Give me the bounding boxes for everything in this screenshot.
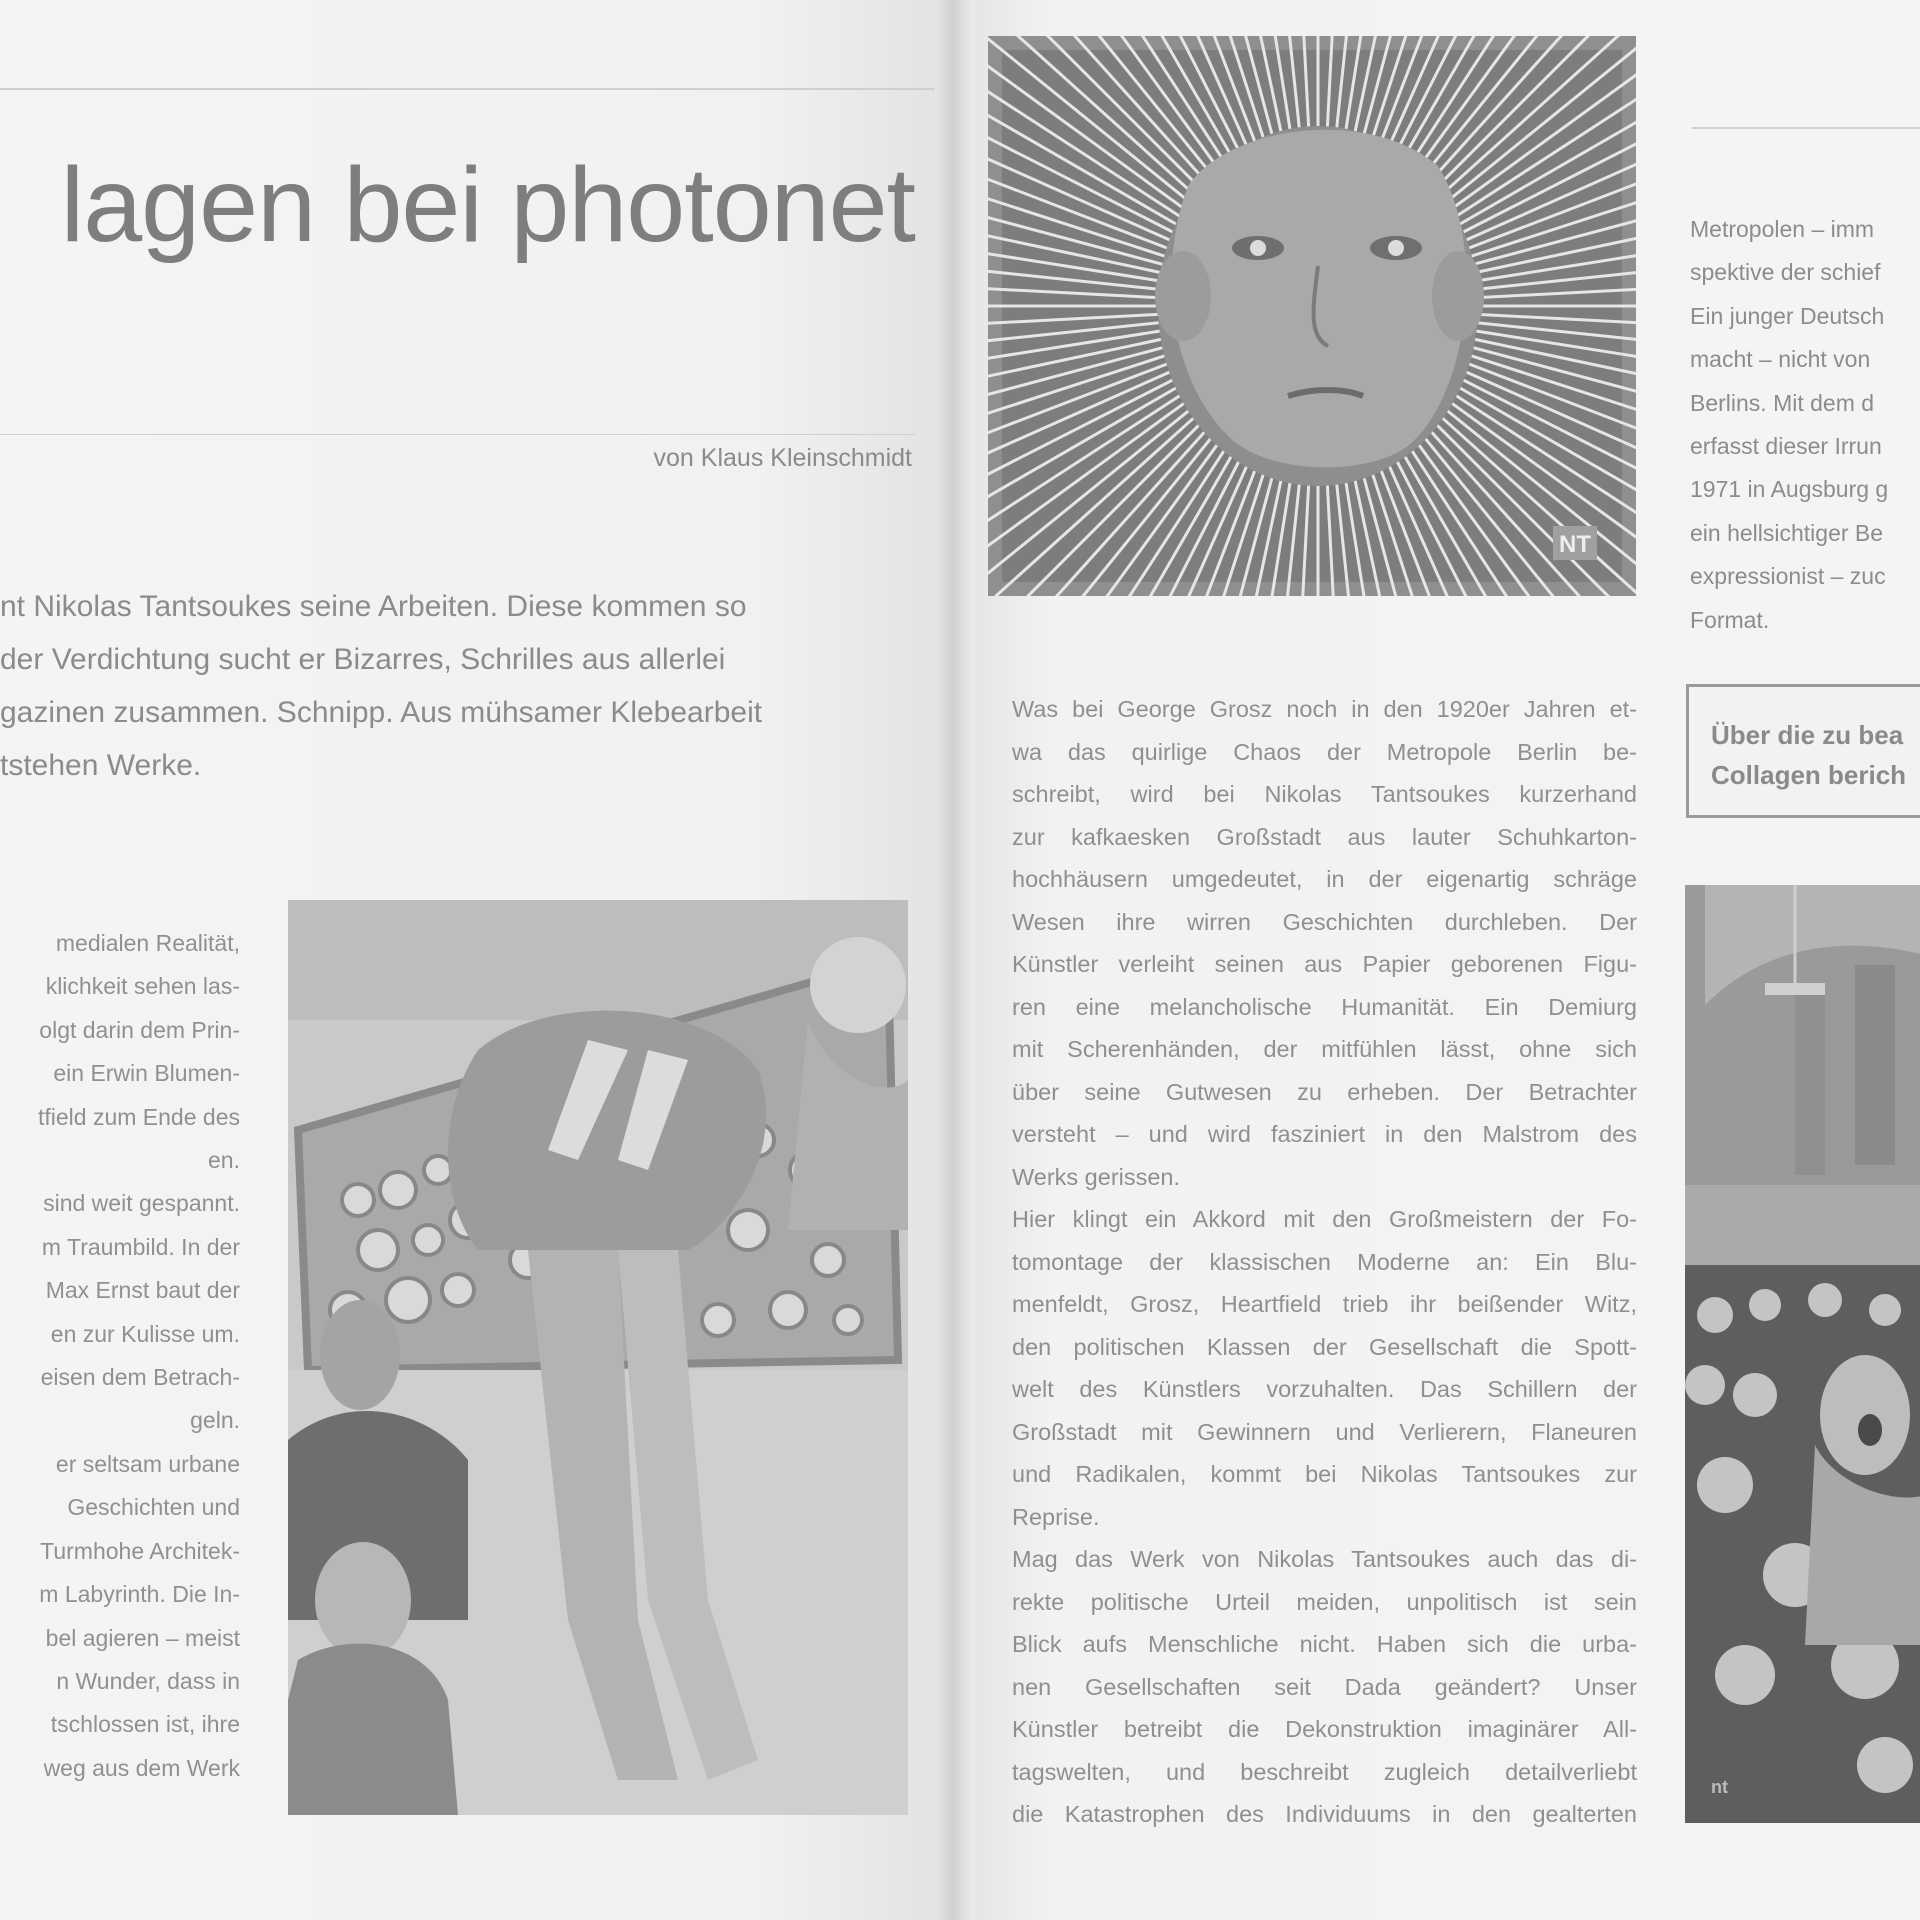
- lead-line: tstehen Werke.: [0, 749, 202, 782]
- right-body-column: [1690, 208, 1920, 642]
- byline: von Klaus Kleinschmidt: [653, 444, 912, 472]
- body-line: tschlossen ist, ihre: [50, 1711, 240, 1738]
- body-line: schreibt, wird bei Nikolas Tantsoukes kurzerhand: [1012, 781, 1637, 807]
- body-line: er seltsam urbane: [55, 1450, 240, 1477]
- body-line: rekte politische Urteil meiden, unpolitisch ist sein: [1012, 1588, 1637, 1615]
- body-line: Blick aufs Menschliche nicht. Haben sich die urba-: [1012, 1631, 1637, 1657]
- lead-line: nt Nikolas Tantsoukes seine Arbeiten. Diese kommen so: [0, 590, 747, 623]
- collage-photo-crowd: [1685, 885, 1920, 1823]
- body-line: 1971 in Augsburg g: [1690, 476, 1889, 503]
- body-line: den politischen Klassen der Gesellschaft die Spott-: [1012, 1333, 1637, 1360]
- lead-line: der Verdichtung sucht er Bizarres, Schrilles aus allerlei: [0, 643, 726, 676]
- body-line: Berlins. Mit dem d: [1690, 389, 1875, 416]
- body-line: Hier klingt ein Akkord mit den Großmeistern der Fo-: [1012, 1206, 1637, 1232]
- body-line: Reprise.: [1012, 1503, 1100, 1530]
- body-line: die Katastrophen des Individuums in den gealterten: [1012, 1801, 1637, 1827]
- body-line: eisen dem Betrach-: [40, 1364, 240, 1391]
- body-line: weg aus dem Werk: [43, 1754, 240, 1781]
- body-line: Mag das Werk von Nikolas Tantsoukes auch das di-: [1012, 1546, 1637, 1572]
- body-line: spektive der schief: [1690, 259, 1881, 286]
- collage-photo-gallery: [288, 900, 908, 1815]
- body-line: geln.: [190, 1407, 240, 1434]
- body-line: Format.: [1690, 606, 1770, 633]
- body-line: Metropolen – imm: [1690, 216, 1875, 242]
- right-top-rule: [1692, 127, 1920, 129]
- body-line: Geschichten und: [67, 1494, 240, 1521]
- collage-gallery-illustration: [288, 900, 908, 1815]
- body-line: menfeldt, Grosz, Heartfield trieb ihr beißender Witz,: [1012, 1291, 1637, 1317]
- monogram-nt: NT: [1559, 531, 1591, 558]
- body-line: erfasst dieser Irrun: [1690, 433, 1882, 460]
- body-line: en zur Kulisse um.: [50, 1320, 240, 1347]
- body-line: hochhäusern umgedeutet, in der eigenartig schräge: [1012, 866, 1637, 892]
- lead-line: gazinen zusammen. Schnipp. Aus mühsamer Klebearbeit: [0, 696, 763, 729]
- body-line: Wesen ihre wirren Geschichten durchleben. Der: [1012, 908, 1637, 935]
- body-line: Großstadt mit Gewinnern und Verlierern, Flaneuren: [1012, 1418, 1637, 1445]
- body-line: mit Scherenhänden, der mitfühlen lässt, ohne sich: [1012, 1036, 1637, 1062]
- body-line: wa das quirlige Chaos der Metropole Berlin be-: [1012, 738, 1637, 765]
- collage-photo-face: [988, 36, 1636, 596]
- body-line: ren eine melancholische Humanität. Ein Demiurg: [1012, 993, 1637, 1020]
- body-line: und Radikalen, kommt bei Nikolas Tantsoukes zur: [1012, 1461, 1637, 1487]
- body-line: Max Ernst baut der: [45, 1277, 240, 1304]
- body-line: Was bei George Grosz noch in den 1920er Jahren et-: [1012, 696, 1637, 722]
- body-line: ein Erwin Blumen-: [53, 1060, 240, 1087]
- pull-quote-line: Collagen berich: [1711, 760, 1907, 790]
- body-line: Künstler verleiht seinen aus Papier geborenen Figu-: [1012, 951, 1637, 977]
- top-rule: [0, 88, 950, 90]
- pull-quote-line: Über die zu bea: [1711, 720, 1904, 750]
- body-line: über seine Gutwesen zu erheben. Der Betrachter: [1012, 1078, 1637, 1105]
- book-gutter: [935, 0, 975, 1920]
- body-line: m Labyrinth. Die In-: [39, 1581, 240, 1608]
- body-line: expressionist – zuc: [1690, 563, 1886, 590]
- body-line: sind weit gespannt.: [43, 1190, 240, 1217]
- body-line: bel agieren – meist: [45, 1624, 240, 1651]
- photo-corner-mark: nt: [1711, 1777, 1728, 1797]
- left-body-column: [0, 922, 240, 1790]
- body-line: olgt darin dem Prin-: [39, 1016, 240, 1043]
- body-line: versteht – und wird fasziniert in den Malstrom des: [1012, 1121, 1637, 1147]
- body-line: Künstler betreibt die Dekonstruktion imaginärer All-: [1012, 1716, 1637, 1742]
- lead-paragraph: [0, 580, 880, 792]
- body-line: medialen Realität,: [55, 930, 240, 956]
- body-line: tfield zum Ende des: [37, 1103, 240, 1130]
- body-line: klichkeit sehen las-: [45, 973, 240, 1000]
- body-line: welt des Künstlers vorzuhalten. Das Schillern der: [1012, 1376, 1637, 1402]
- title-rule: [0, 434, 915, 435]
- body-line: tomontage der klassischen Moderne an: Ein Blu-: [1012, 1248, 1637, 1275]
- face-collage-illustration: [988, 36, 1636, 596]
- article-title: lagen bei photonet: [60, 146, 915, 264]
- pull-quote-box: [1686, 684, 1920, 818]
- body-line: zur kafkaesken Großstadt aus lauter Schuhkarton-: [1012, 823, 1637, 850]
- body-line: macht – nicht von: [1690, 346, 1871, 373]
- left-page: [0, 0, 950, 1920]
- middle-body-column: [1012, 688, 1637, 1836]
- body-line: Turmhohe Architek-: [40, 1537, 240, 1564]
- body-line: en.: [208, 1147, 240, 1174]
- body-line: tagswelten, und beschreibt zugleich detailverliebt: [1012, 1758, 1637, 1785]
- body-line: n Wunder, dass in: [56, 1667, 240, 1694]
- body-line: Ein junger Deutsch: [1690, 302, 1885, 329]
- body-line: ein hellsichtiger Be: [1690, 519, 1884, 546]
- body-line: m Traumbild. In der: [41, 1233, 240, 1260]
- crowd-collage-illustration: [1685, 885, 1920, 1823]
- body-line: nen Gesellschaften seit Dada geändert? Unser: [1012, 1673, 1637, 1700]
- body-line: Werks gerissen.: [1012, 1163, 1181, 1190]
